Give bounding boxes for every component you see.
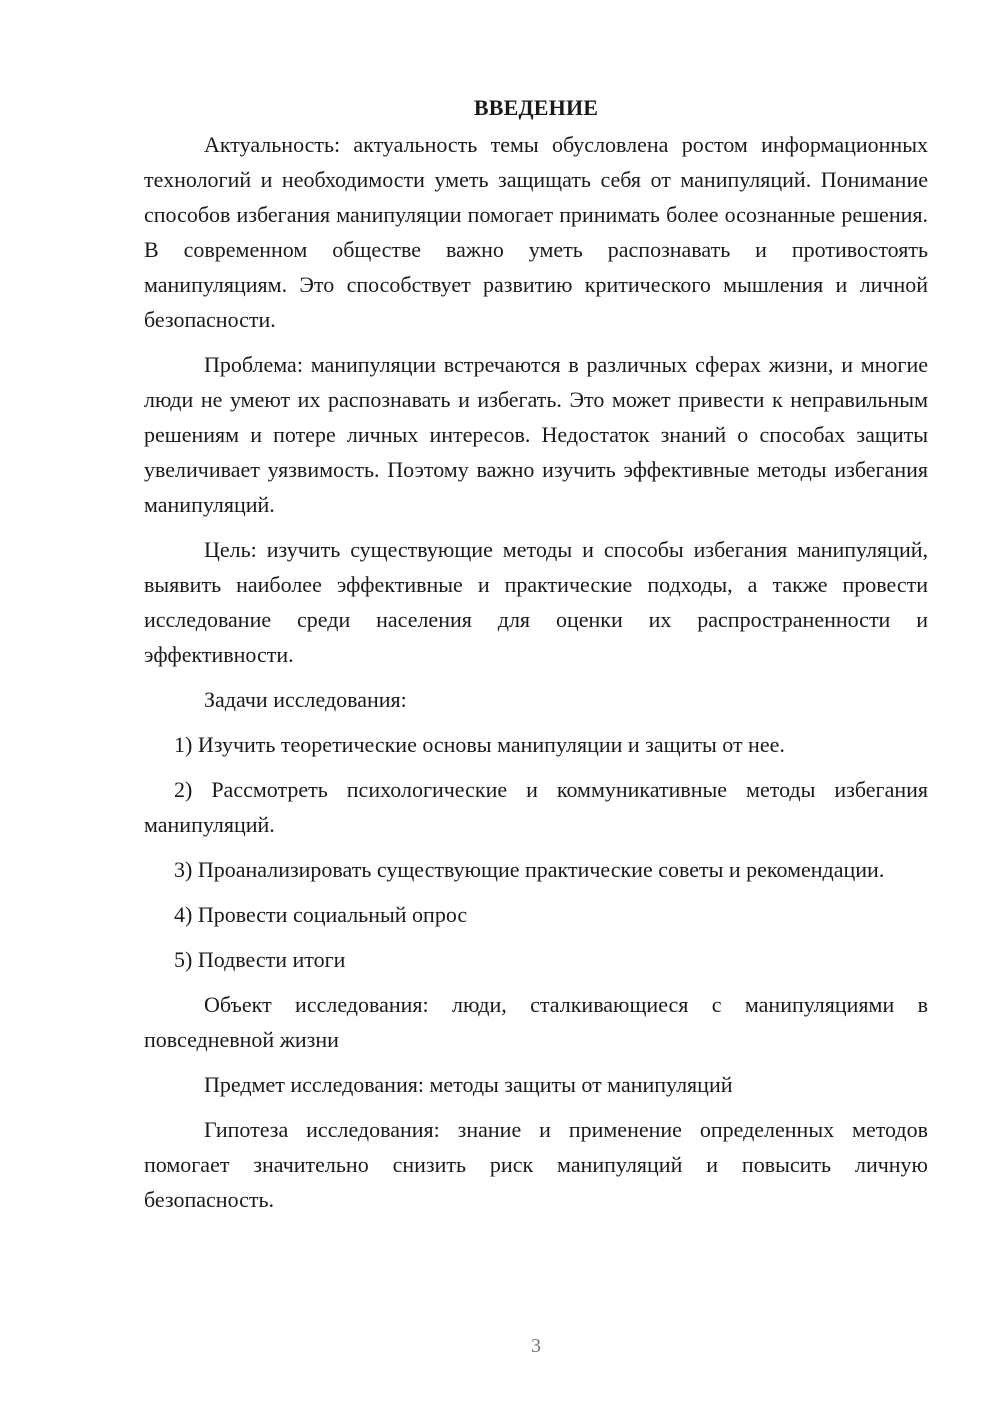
task-item-4: 4) Провести социальный опрос (174, 902, 468, 927)
paragraph-object: Объект исследования: люди, сталкивающиеся с манипуляциями в повседневной жизни (144, 992, 928, 1052)
tasks-heading: Задачи исследования: (204, 687, 407, 712)
paragraph-subject: Предмет исследования: методы защиты от манипуляций (204, 1072, 733, 1097)
task-item-3: 3) Проанализировать существующие практические советы и рекомендации. (174, 857, 885, 882)
paragraph-problem: Проблема: манипуляции встречаются в различных сферах жизни, и многие люди не умеют их распознавать и избегать. Это может привести к неправильным решениям и потере личных интересов. Недостаток знаний о способах защиты увеличивает уязвимость. Поэтому важно изучить эффективные методы избегания манипуляций. (144, 352, 928, 517)
document-page (144, 90, 928, 1227)
page-number: 3 (531, 1335, 541, 1357)
paragraph-goal: Цель: изучить существующие методы и способы избегания манипуляций, выявить наиболее эффективные и практические подходы, а также провести исследование среди населения для оценки их распространенности и эффективности. (144, 537, 928, 667)
paragraph-relevance: Актуальность: актуальность темы обусловлена ростом информационных технологий и необходимости уметь защищать себя от манипуляций. Понимание способов избегания манипуляции помогает принимать более осознанные решения. В современном обществе важно уметь распознавать и противостоять манипуляциям. Это способствует развитию критического мышления и личной безопасности. (144, 132, 928, 332)
task-item-2: 2) Рассмотреть психологические и коммуникативные методы избегания манипуляций. (144, 777, 928, 837)
page-title: ВВЕДЕНИЕ (473, 95, 599, 120)
paragraph-hypothesis: Гипотеза исследования: знание и применение определенных методов помогает значительно снизить риск манипуляций и повысить личную безопасность. (144, 1117, 928, 1212)
task-item-5: 5) Подвести итоги (174, 947, 346, 972)
task-item-1: 1) Изучить теоретические основы манипуляции и защиты от нее. (174, 732, 785, 757)
